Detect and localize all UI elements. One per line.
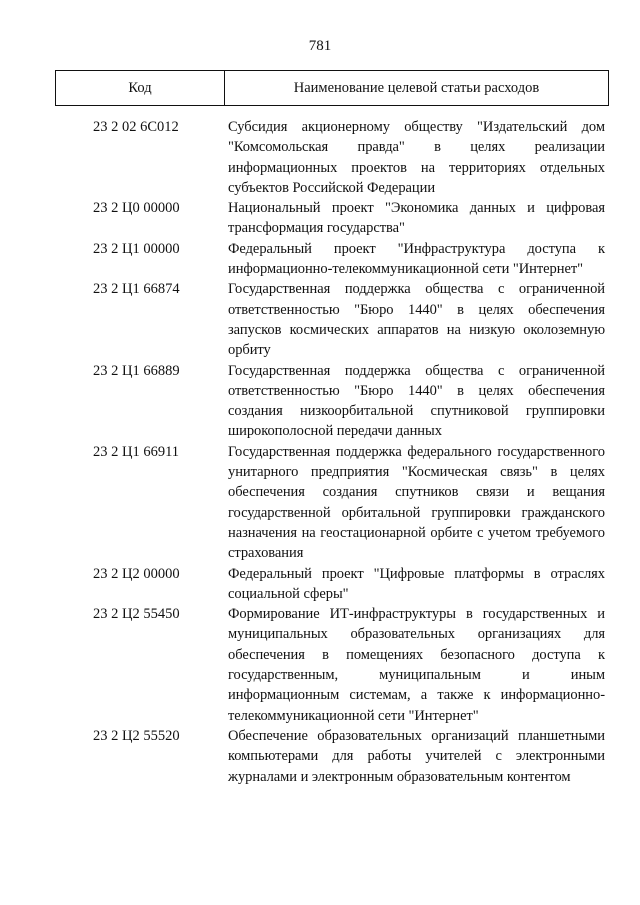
- table-row: [0, 564, 640, 605]
- table-row: [0, 442, 640, 564]
- row-name: Обеспечение образовательных организаций планшетными компьютерами для работы учителей с электронными журналами и электронным образовательным контентом: [228, 727, 605, 785]
- header-code-column: Код: [56, 71, 225, 105]
- row-name: Государственная поддержка федерального государственного унитарного предприятия "Космическая связь" в целях обеспечения создания спутников связи и вещания государственной орбитальной группировки гражданского назначения на геостационарной орбите с учетом требуемого страхования: [228, 443, 605, 562]
- table-row: [0, 239, 640, 280]
- row-code: 23 2 Ц0 00000: [93, 200, 180, 217]
- row-name: Федеральный проект "Цифровые платформы в отраслях социальной сферы": [228, 565, 605, 602]
- row-code: 23 2 Ц1 66911: [93, 443, 180, 460]
- row-name: Федеральный проект "Инфраструктура доступа к информационно-телекоммуникационной сети "Интернет": [228, 240, 605, 278]
- table-row: [0, 726, 640, 787]
- row-code: 23 2 Ц2 55450: [93, 606, 180, 623]
- header-name-column: Наименование целевой статьи расходов: [293, 79, 540, 96]
- table-row: [0, 198, 640, 239]
- table-row: [0, 604, 640, 726]
- table-row: [0, 117, 640, 198]
- row-name: Государственная поддержка общества с ограниченной ответственностью "Бюро 1440" в целях обеспечения запусков космических аппаратов на низкую околоземную орбиту: [228, 281, 605, 359]
- row-code: 23 2 Ц1 00000: [93, 240, 180, 257]
- table-row: [0, 279, 640, 360]
- row-code: 23 2 02 6С012: [93, 119, 179, 135]
- row-name: Формирование ИТ-инфраструктуры в государственных и муниципальных образовательных организациях для обеспечения в помещениях безопасного доступа к государственным, муниципальным и иным информационным системам, а также к информационно-телекоммуникационной сети "Интернет": [228, 606, 605, 724]
- row-name: Государственная поддержка общества с ограниченной ответственностью "Бюро 1440" в целях обеспечения создания низкоорбитальной спутниковой группировки широкополосной передачи данных: [228, 362, 605, 440]
- row-code: 23 2 Ц1 66889: [93, 362, 180, 379]
- row-code: 23 2 Ц1 66874: [93, 281, 180, 298]
- table-row: [0, 361, 640, 442]
- row-code: 23 2 Ц2 55520: [93, 727, 180, 744]
- row-name: Субсидия акционерному обществу "Издательский дом "Комсомольская правда" в целях реализации информационных проектов на территориях отдельных субъектов Российской Федерации: [228, 119, 605, 196]
- row-name: Национальный проект "Экономика данных и цифровая трансформация государства": [228, 200, 605, 237]
- page-number: 781: [308, 38, 332, 54]
- table-header: [55, 70, 609, 106]
- row-code: 23 2 Ц2 00000: [93, 565, 180, 582]
- expense-items-list: [0, 117, 640, 787]
